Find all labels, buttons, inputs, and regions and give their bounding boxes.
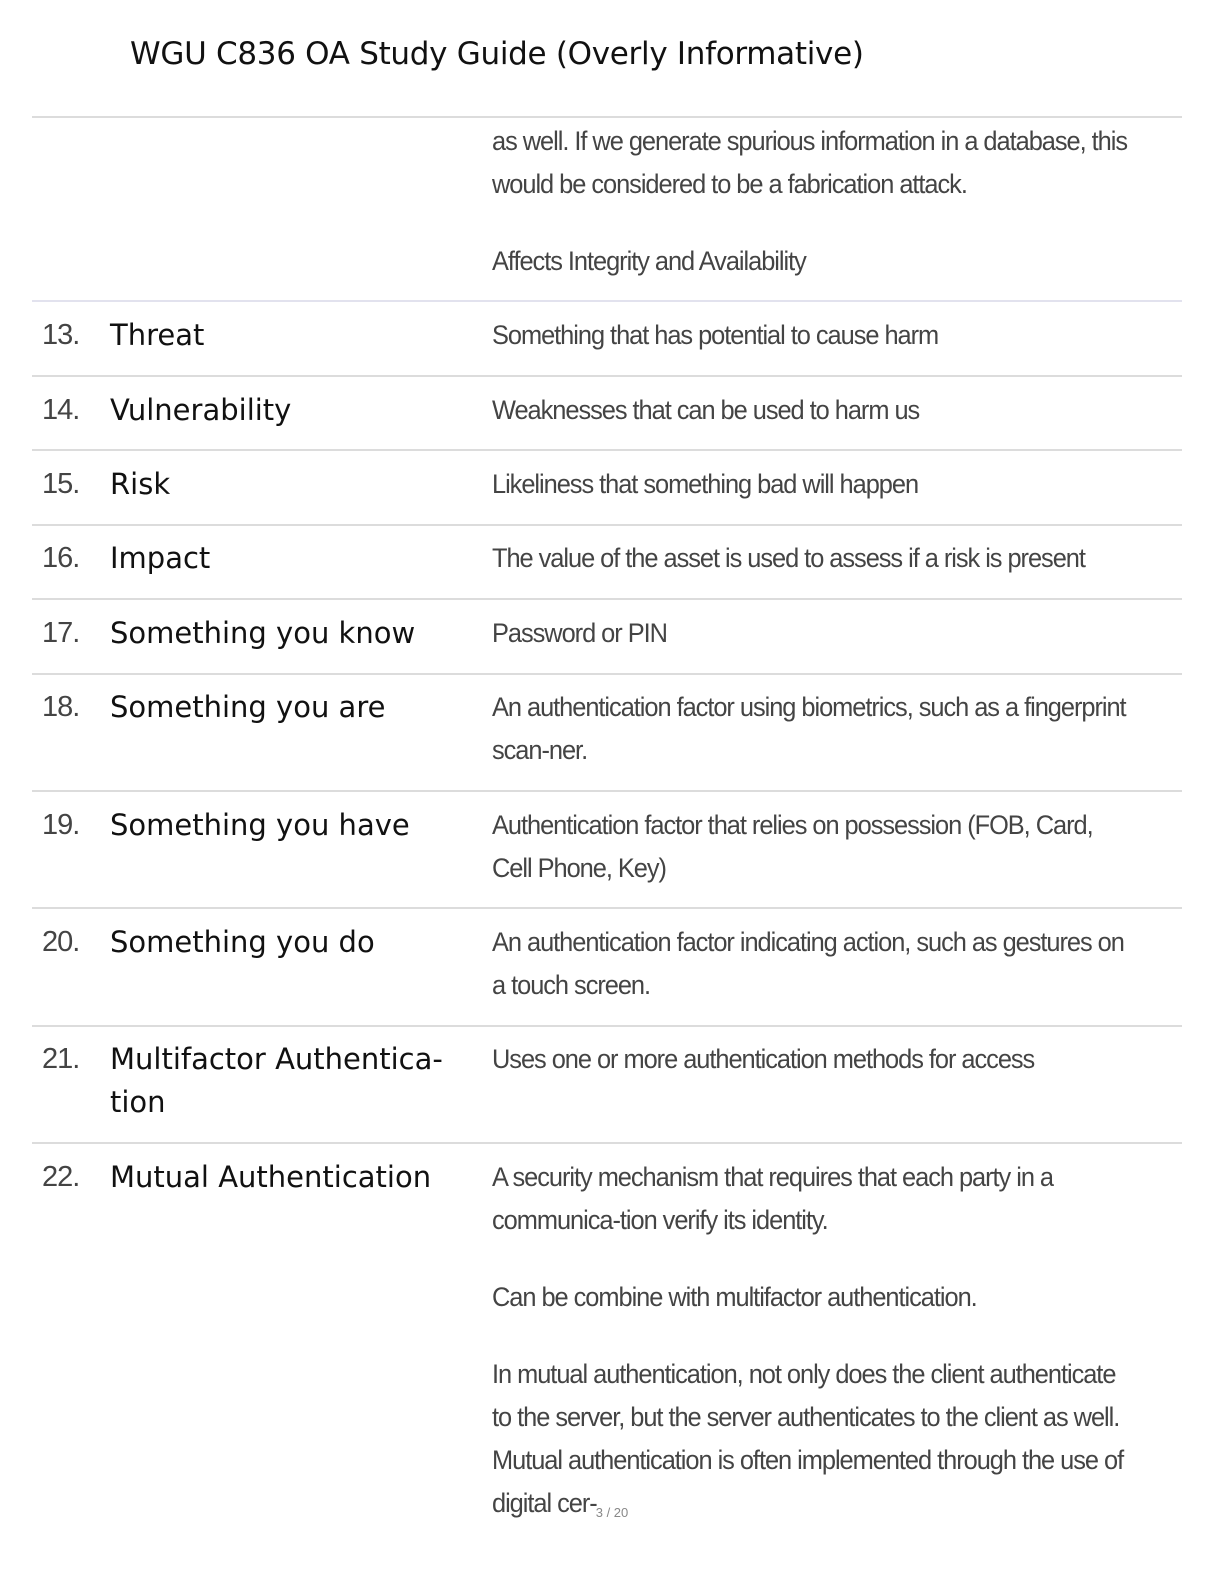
row-divider	[32, 1142, 1182, 1144]
term-number: 19.	[42, 809, 80, 841]
definition-paragraph: as well. If we generate spurious information in a database, this would be considered to be a fabrication attack.	[492, 126, 1127, 199]
term-name: Impact	[110, 541, 211, 575]
row-divider	[32, 375, 1182, 377]
definition-paragraph: Uses one or more authentication methods for access	[492, 1044, 1035, 1074]
term-number: 20.	[42, 926, 80, 958]
definition-paragraph: An authentication factor using biometrics, such as a fingerprint scan-ner.	[492, 692, 1126, 765]
definition-paragraph: Something that has potential to cause harm	[492, 320, 939, 350]
row-divider	[32, 1025, 1182, 1027]
term-name: Vulnerability	[110, 393, 292, 427]
definition-paragraph: Weaknesses that can be used to harm us	[492, 395, 920, 425]
row-divider	[32, 673, 1182, 675]
term-number: 21.	[42, 1043, 80, 1075]
definition-paragraph: Can be combine with multifactor authentication.	[492, 1282, 977, 1312]
row-divider	[32, 524, 1182, 526]
term-name: Something you have	[110, 808, 410, 842]
term-number: 14.	[42, 394, 80, 426]
term-name: Threat	[110, 318, 205, 352]
term-number: 15.	[42, 468, 80, 500]
definition-paragraph: The value of the asset is used to assess if a risk is present	[492, 543, 1085, 573]
term-number: 17.	[42, 617, 80, 649]
row-divider	[32, 116, 1182, 118]
term-number: 18.	[42, 691, 80, 723]
continued-definition	[492, 120, 1131, 283]
definition-paragraph: Affects Integrity and Availability	[492, 246, 806, 276]
row-divider	[32, 598, 1182, 600]
term-name: Multifactor Authentica-tion	[110, 1042, 443, 1119]
term-name: Risk	[110, 467, 171, 501]
term-definition	[492, 921, 1131, 1007]
row-divider	[32, 449, 1182, 451]
term-definition	[492, 463, 1131, 506]
definition-paragraph: Authentication factor that relies on possession (FOB, Card, Cell Phone, Key)	[492, 810, 1093, 883]
term-definition	[492, 686, 1131, 772]
term-name: Something you do	[110, 925, 375, 959]
term-number: 16.	[42, 542, 80, 574]
document-title: WGU C836 OA Study Guide (Overly Informative)	[130, 36, 864, 72]
term-definition	[492, 314, 1131, 357]
row-divider	[32, 907, 1182, 909]
definition-paragraph: A security mechanism that requires that each party in a communica-tion verify its identity.	[492, 1162, 1054, 1235]
term-definition	[492, 612, 1131, 655]
term-number: 22.	[42, 1161, 80, 1193]
term-definition	[492, 1038, 1131, 1081]
term-number: 13.	[42, 319, 80, 351]
row-divider	[32, 790, 1182, 792]
definition-paragraph: In mutual authentication, not only does the client authenticate to the server, but the server authenticates to the client as well. Mutual authentication is often implemented through the use of digital cer-	[492, 1359, 1124, 1518]
definition-paragraph: An authentication factor indicating action, such as gestures on a touch screen.	[492, 927, 1124, 1000]
definition-paragraph: Likeliness that something bad will happen	[492, 469, 919, 499]
term-name: Something you know	[110, 616, 416, 650]
term-name: Something you are	[110, 690, 386, 724]
term-definition	[492, 804, 1131, 890]
term-definition	[492, 537, 1131, 580]
page-number: 3 / 20	[595, 1505, 629, 1520]
term-definition	[492, 1156, 1131, 1525]
definition-paragraph: Password or PIN	[492, 618, 667, 648]
term-definition	[492, 389, 1131, 432]
term-name: Mutual Authentication	[110, 1160, 432, 1194]
row-divider	[32, 300, 1182, 302]
